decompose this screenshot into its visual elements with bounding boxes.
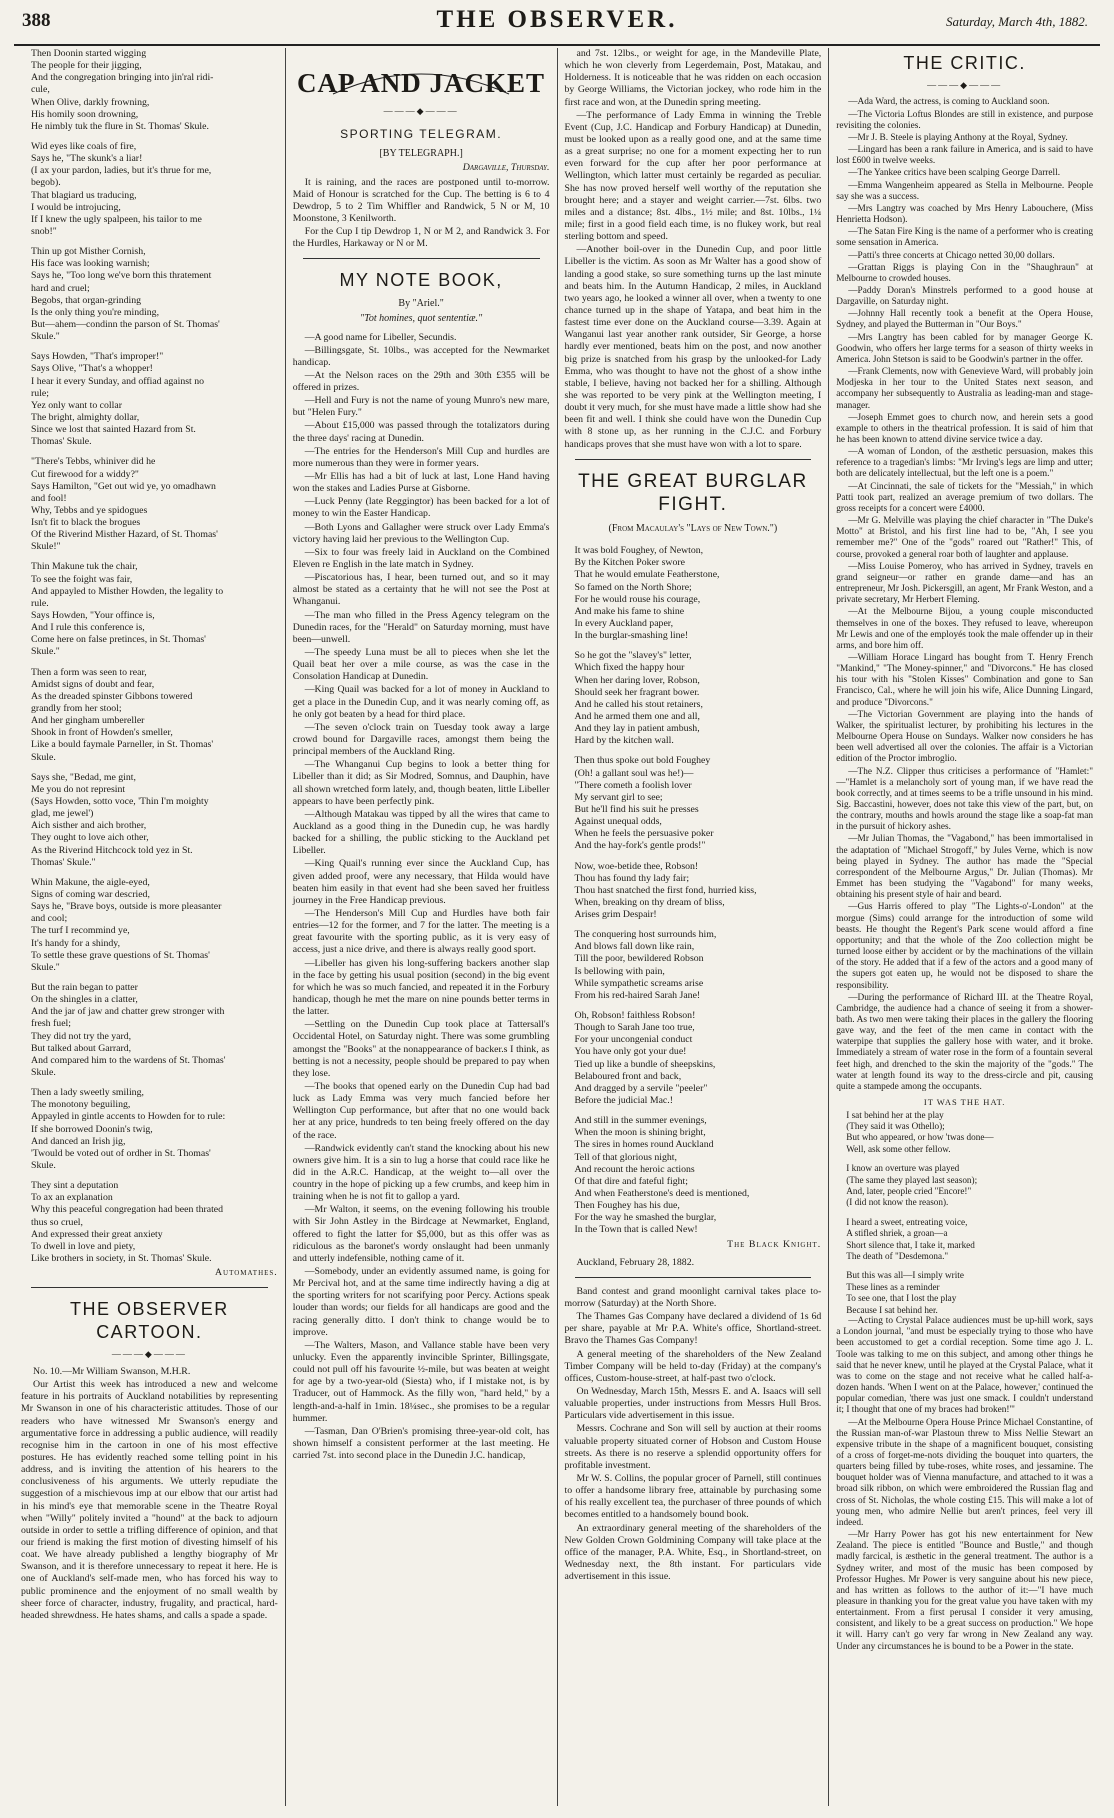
critic-item: —Gus Harris offered to play "The Lights-o'-London" at the morgue (Sims) could arrange for the introduction of some wild beasts. He thought the Regent's Park scene would afford a fine opportunity; and that the whole of the Zoo collection might be turned loose either by accident or by the machinations of the villain of the story. He added that if a few of the actors and a good many of the supers got eaten up, he would not be disposed to share the responsibility.: [836, 902, 1093, 991]
note-item: —Hell and Fury is not the name of young Munro's new mare, but "Helen Fury.": [292, 395, 550, 419]
poem-line: Thomas' Skule.: [31, 436, 92, 448]
critic-item: —Mr G. Melville was playing the chief character in "The Duke's Motto" at Bristol, and his first line had to be, "Ah, I see you remember me?" One of the "gods" roared out "Rather!" This, of course, provoked a general roar both of laughter and applause.: [836, 516, 1093, 560]
poem-line: Then Foughey has his due,: [574, 1200, 680, 1212]
column-1: [14, 48, 285, 1806]
critic-item: —Mr Harry Power has got his new entertainment for New Zealand. The piece is entitled "Bounce and Bustle," and though madly farcical, is æsthetic in the general treatment. The author is a Sydney writer, and most of the music has been composed by Professor Hughes. Mr Power is very sanguine about his new piece, and has written as follows to the author of it:—"I have much pleasure in thanking you for the great value you have taken with my entertainment. From a first perusal I consider it very amusing, consistent, and likely to be a great success on production." We hope it will. Harry can't go very far wrong in New Zealand any way. Under any circumstances he is bound to be a Power in the state.: [836, 1530, 1093, 1652]
burglar-fight-place: Auckland, February 28, 1882.: [576, 1256, 695, 1268]
poem-line: Should seek her fragrant bower.: [574, 686, 700, 698]
poem-line: Belaboured front and back,: [574, 1070, 682, 1082]
poem-line: The turf I recommind ye,: [31, 925, 130, 937]
poem-line: The conquering host surrounds him,: [574, 929, 717, 941]
poem-line: Thou has found thy lady fair;: [574, 872, 690, 884]
poem-line: Wid eyes like coals of fire,: [31, 140, 137, 152]
poem-line: The death of "Desdemona.": [846, 1251, 949, 1262]
poem-line: Skule.: [31, 1066, 56, 1078]
poem-line: Says he, "Brave boys, outside is more pleasanter: [31, 901, 222, 913]
poem-line: The people for their jigging,: [31, 60, 142, 72]
column-2: [285, 48, 557, 1806]
poem-line: Why, Tebbs and ye spidogues: [31, 504, 148, 516]
poem-line: From his red-haired Sarah Jane!: [574, 989, 701, 1001]
critic-item: —The N.Z. Clipper thus criticises a performance of "Hamlet:" —"Hamlet is a melancholy sort of young man, if we have read the book correctly, and at times seems to be a trifle unsound in his mind. Sig. Baccastini, however, does not take this view of the part, but, on the contrary, mouths and howls around the stage like a soap-fat man in the pursuit of hickory ashes.: [836, 766, 1093, 833]
poem-line: grandly from her stool;: [31, 703, 122, 715]
notice-paragraph: Messrs. Cochrane and Son will sell by auction at their rooms valuable property situated corner of Hobson and Custom House streets. As there is no reserve a splendid opportunity offers for profitable investment.: [564, 1423, 822, 1471]
poem-line: Now, woe-betide thee, Robson!: [574, 860, 699, 872]
poem-line: And the jar of jaw and chatter grew stronger with: [31, 1006, 225, 1018]
note-item: —Billingsgate, St. 10lbs., was accepted for the Newmarket handicap.: [292, 344, 550, 368]
poem-line: Cut firewood for a widdy?": [31, 468, 139, 480]
poem-line: And still in the summer evenings,: [574, 1115, 707, 1127]
poem-line: That he would emulate Featherstone,: [574, 569, 720, 581]
verse-heading: IT WAS THE HAT.: [923, 1097, 1006, 1108]
critic-item: —The Victorian Government are playing into the hands of Walker, the spiritualist lecturer, by prohibiting his lectures in the Melbourne Opera House on Sundays. Walker now considers he has been well advertised all over the colonies. The affair is a Victorian edition of the Proctor imbroglio.: [836, 709, 1093, 765]
critic-title: THE CRITIC.: [903, 53, 1026, 73]
notice-paragraph: The Thames Gas Company have declared a dividend of 1s 6d per share, payable at Mr P.A. White's office, Shortland-street. Bravo the Thames Gas Company!: [564, 1311, 822, 1347]
column-4: [828, 48, 1100, 1806]
poem-line: Thomas' Skule.": [31, 856, 96, 868]
poem-line: fresh fuel;: [31, 1018, 71, 1030]
note-book-body: [293, 332, 550, 1463]
poem-line: In the Town that is called New!: [574, 1224, 698, 1236]
note-item: —Another boil-over in the Dunedin Cup, and poor little Libeller is the victim. As soon as Mr Walter has a good show of landing a good stake, so sure something turns up the last minute and beats him. In the Autumn Handicap, 2 miles, in Auckland two years ago, he looked a winner all over, when a twenty to one chance turned up in the shape of Yatapa, and beat him in the fastest time ever done on the Auckland course—3.39. Again at Wanganui last year another rank outsider, Sir George, a horse hardly ever mentioned, beats him on the post, and now another big prize is snatched from his grasp by the unlooked-for Lady Emma, who was thought to have not the ghost of a show inthe stable, I believe, having not backed her for a shilling. Although she was reported to be very pink at the Wellington meeting, I doubt it very much, for she must have made a little show had she been fit and well. I think she could have won the Dunedin Cup with 8 stone up, as her running in the C.J.C. and Forbury handicaps proves that she must have won with a lot to spare.: [564, 244, 822, 450]
note-item: —Randwick evidently can't stand the knocking about his new owners give him. It is a sin to lug a horse that could race like he did in the A.R.C. Handicap, at the weight to—all over the country in the hope of picking up a few crumbs, and keep him in training when he is not fit to gallop a yard.: [292, 1142, 550, 1203]
poem-line: "There's Tebbs, whiniver did he: [31, 456, 156, 468]
poem-line: Come here on false pretinces, in St. Thomas': [31, 634, 206, 646]
poem-line: When he feels the persuasive poker: [574, 828, 714, 840]
poem-line: And he armed them one and all,: [574, 710, 700, 722]
poem-line: Though to Sarah Jane too true,: [574, 1022, 695, 1034]
note-item: —Both Lyons and Gallagher were struck over Lady Emma's victory having laid her previous to the Wellington Cup.: [292, 521, 550, 545]
poem-line: Me you do not represint: [31, 783, 126, 795]
ornament: ———◆———: [111, 1348, 187, 1359]
poem-line: I sat behind her at the play: [846, 1109, 944, 1120]
poem-line: cule,: [31, 84, 50, 96]
divider: [31, 1287, 268, 1288]
poem-line: As the dreaded spinster Gibbons towered: [31, 690, 193, 702]
poem-line: glad, me jewel'): [31, 808, 94, 820]
note-item: —The performance of Lady Emma in winning the Treble Event (Cup, J.C. Handicap and Forbury Handicap) at Dunedin, must be looked upon as a really good one, and at the same time as a great surprise; no one for a moment expecting her to run even forward for the cup after her poor performance at Wellington, which latter must certainly be regarded as peculiar. She has now proved herself well worthy of the reputation she brought here; and a stayer and weight carrier.—7st. 6lbs. two miles and a distance; 8st. 4lbs., 1½ mile; and 8st. 10lbs., 1¼ mile; first in a good field each time, is no flukey work, but real sterling bottom and speed.: [564, 109, 822, 243]
poem-line: Says she, "Bedad, me gint,: [31, 771, 136, 783]
note-item: —Six to four was freely laid in Auckland on the Combined Eleven re English in the late match in Sydney.: [292, 546, 550, 571]
by-telegraph: [BY TELEGRAPH.]: [379, 148, 463, 160]
poem-line: But talked about Garrard,: [31, 1042, 132, 1054]
critic-item: —During the performance of Richard III. at the Theatre Royal, Cambridge, the audience had a chance of seeing it from a shower-bath. As two men were taking their places in the gallery the flooring gave way, and the feet of the men came in contact with the waterpipe that supplies the gallery hose with water, and it broke. Immediately a stream of water rose in the form of a fountain several feet high, and drenched to the skin the majority of the "gods." The water at length found its way to the dress-circle and pit, causing quite a stampede among the occupants.: [836, 992, 1093, 1092]
poem-line: Says he, "The skunk's a liar!: [31, 153, 143, 165]
critic-item: —Emma Wangenheim appeared as Stella in Melbourne. People say she was a success.: [836, 180, 1093, 202]
it-was-the-hat-poem: [836, 1110, 1093, 1317]
masthead: THE OBSERVER.: [436, 6, 678, 33]
poem-line: Then a lady sweetly smiling,: [31, 1087, 144, 1099]
telegram-paragraph: For the Cup I tip Dewdrop 1, N or M 2, and Randwick 3. For the Hurdles, Harkaway or N or M.: [292, 226, 550, 250]
poem-line: It was bold Foughey, of Newton,: [574, 545, 704, 557]
poem-line: When the moon is shining bright,: [574, 1127, 706, 1139]
page-number: 388: [22, 10, 51, 31]
poem-line: But—ahem—condinn the parson of St. Thomas': [31, 318, 220, 330]
poem-line: They ought to love aich other,: [31, 832, 149, 844]
critic-item: —A woman of London, of the æsthetic persuasion, makes this reference to a tragedian's limbs: "Mr Irving's legs are limp and utter; both are delicately intellectual, but the left one is a poem.": [836, 447, 1093, 480]
divider: [575, 459, 812, 460]
poem-line: and cool;: [31, 913, 68, 925]
notices: [565, 1286, 822, 1583]
note-item: —Tasman, Dan O'Brien's promising three-year-old colt, has shown himself a consistent performer at the last meeting. He carried 7st. into second place in the Dunedin J.C. handicap,: [292, 1425, 550, 1462]
poem-line: That blagiard us traducing,: [31, 189, 137, 201]
cartoon-paragraph: Our Artist this week has introduced a new and welcome feature in his portraits of Auckland notabilities by representing Mr Swanson in one of his characteristic attitudes. Those of our readers who have witnessed Mr Swanson's energy and argumentative force in addressing a public audience, will readily recognise him in the cartoon in one of his most effective postures. He has evidently reached some telling point in his address, and is inviting the attention of his hearers to the conclusiveness of his arguments. We utterly repudiate the suggestion of a mischievous imp at our elbow that our artist had in his mind's eye that memorable scene in the Theatre Royal when "Willy" politely invited a "hound" at the back to adjourn outside in order to settle a trifling difference of opinion, and that our friend is making the first motion of divesting himself of his coat. We have already published a lengthy biography of Mr Swanson, and it is therefore unnecessary to repeat it here. He is one of Auckland's self-made men, who has forced his way to public prominence and the enjoyment of no small wealth by sheer force of character, industry, frugality, and practical, hard-headed shrewdness. He hates shams, and calls a spade a spade.: [21, 1379, 278, 1621]
telegram-dateline: Dargaville, Thursday.: [462, 162, 550, 174]
poem-line: Says he, "Too long we've born this thratement: [31, 270, 212, 282]
note-item: —The man who filled in the Press Agency telegram on the Dunedin races, for the "Herald" on Saturday morning, must have been—unwell.: [292, 609, 550, 645]
poem-line: I heard a sweet, entreating voice,: [846, 1216, 968, 1227]
poem-line: Tied up like a bundle of sheepskins,: [574, 1058, 716, 1070]
poem-line: Skule.: [31, 751, 56, 763]
poem-line: Says Hamilton, "Get out wid ye, yo omadhawn: [31, 480, 216, 492]
critic-item: —William Horace Lingard has bought from T. Henry French "Mankind," "The Money-spinner," and "Divorcons." He has closed his tour with his "Stolen Kisses" Combination and gone to San Francisco, Cal., where he will join his wife, Alice Dunning Lingard, and produce "Divorcons.": [836, 652, 1093, 708]
poem-line: And I rule this conference is,: [31, 622, 145, 634]
poem-line: Appayled in gintle accents to Howden for to rule:: [31, 1111, 226, 1123]
divider: [303, 258, 540, 259]
poem-line: A stifled shriek, a groan—a: [846, 1228, 948, 1239]
poem-line: Yez only want to collar: [31, 399, 122, 411]
poem-line: They did not try the yard,: [31, 1030, 132, 1042]
poem-line: Isn't fit to black the brogues: [31, 517, 141, 529]
poem-line: And recount the heroic actions: [574, 1163, 695, 1175]
poem-line: For your uncongenial conduct: [574, 1034, 693, 1046]
poem-line: In every Auckland paper,: [574, 617, 674, 629]
poem-line: Well, ask some other fellow.: [846, 1143, 951, 1154]
note-book-continued: [565, 48, 822, 451]
critic-items: [836, 97, 1093, 1093]
note-item: —At the Nelson races on the 29th and 30th £355 will be offered in prizes.: [292, 369, 550, 394]
cartoon-article: [21, 1366, 278, 1622]
note-item: —Mr Ellis has had a bit of luck at last, Lone Hand having won the stakes and Ladies Purse at Gisborne.: [292, 471, 550, 495]
poem-line: His homily soon drowning,: [31, 108, 139, 120]
poem-line: begob).: [31, 177, 61, 189]
poem-line: You have only got your due!: [574, 1046, 687, 1058]
poem-line: Short silence that, I take it, marked: [846, 1239, 975, 1250]
note-item: —Although Matakau was tipped by all the wires that came to Auckland as a good thing in the Dunedin cup, he was hardly backed for a shilling, the public sticking to the Auckland pet Libeller.: [292, 808, 550, 857]
poem-line: Aich sisther and aich brother,: [31, 820, 147, 832]
poem-line: The bright, almighty dollar,: [31, 411, 140, 423]
cap-and-jacket-logo-art: [297, 56, 546, 102]
poem-line: He nimbly tuk the flure in St. Thomas' Skule.: [31, 120, 209, 132]
poem-line: Like brothers in society, in St. Thomas' Skule.: [31, 1252, 212, 1264]
cartoon-paragraph: No. 10.—Mr William Swanson, M.H.R.: [33, 1366, 191, 1377]
poem-line: Thin up got Misther Cornish,: [31, 246, 146, 258]
poem-line: Amidst signs of doubt and fear,: [31, 678, 155, 690]
columns: [14, 48, 1100, 1806]
note-item: —The speedy Luna must be all to pieces when she let the Quail beat her over a mile course, as was the case in the Consolation Handicap at Dunedin.: [292, 647, 550, 683]
poem-line: Like a bould faymale Parneller, in St. Thomas': [31, 739, 214, 751]
telegram-paragraph: It is raining, and the races are postponed until to-morrow. Maid of Honour is scratched for the Cup. The betting is 6 to 4 Dewdrop, 5 to 2 Tim Whiffler and Randwick, 5 N or M, 10 Moonstone, 3 Kenilworth.: [292, 176, 550, 224]
poem-line: And the hay-fork's gentle prods!": [574, 840, 706, 852]
poem-line: Arises grim Despair!: [574, 909, 657, 921]
poem-line: And dragged by a servile "peeler": [574, 1082, 708, 1094]
poem-line: snob!": [31, 225, 57, 237]
note-item: —Luck Penny (late Reggingtor) has been backed for a lot of money to win the Easter Handicap.: [292, 496, 550, 520]
poem-line: Then Doonin started wigging: [31, 48, 147, 59]
poem-line: As the Riverind Hitchcock told yez in St.: [31, 844, 193, 856]
poem-line: These lines as a reminder: [846, 1281, 940, 1292]
poem-line: And make his fame to shine: [574, 605, 685, 617]
burglar-fight-subtitle: (From Macaulay's "Lays of New Town."): [608, 522, 778, 534]
poem-line: Is the only thing you're minding,: [31, 306, 160, 318]
critic-item: —Grattan Riggs is playing Con in the "Shaughraun" at Melbourne to crowded houses.: [836, 262, 1093, 284]
poem-line: And danced an Irish jig,: [31, 1135, 126, 1147]
note-item: —King Quail was backed for a lot of money in Auckland to get a place in the Dunedin Cup, and it was nearly coming off, as he only got beaten by a head for third place.: [292, 684, 550, 720]
poem-line: Shook in front of Howden's smeller,: [31, 727, 173, 739]
poem-line: Says Howden, "That's improper!": [31, 351, 164, 363]
note-item: —The Henderson's Mill Cup and Hurdles have both fair entries—12 for the former, and 7 for the latter. The meeting is a great favourite with the sporting public, as it is very easy of access, just a nice drive, and there is always really good sport.: [292, 907, 550, 956]
poem-line: (They said it was Othello);: [846, 1121, 945, 1131]
note-item: —Libeller has given his long-suffering backers another slap in the face by getting his usual position (second) in the big event for which he was so much fancied, and repeated it in the Forbury handicap, though he met the mare on nine pounds better terms in the latter.: [292, 957, 550, 1018]
critic-item: —Lingard has been a rank failure in America, and is said to have lost £600 in twelve weeks.: [836, 145, 1093, 167]
poem-line: They sint a deputation: [31, 1180, 119, 1192]
note-item: —Piscatorious has, I hear, been turned out, and so it may almost be stated as a certainty that he will not see the Post at Whanganui.: [292, 572, 550, 608]
poem-line: And her gingham umbereller: [31, 715, 145, 727]
poem-line: When Olive, darkly frowning,: [31, 96, 150, 108]
poem-line: "There cometh a foolish lover: [574, 779, 692, 791]
critic-item: —Ada Ward, the actress, is coming to Auckland soon.: [848, 97, 1050, 108]
note-item: —The Whanganui Cup begins to look a better thing for Libeller than it did; as Sir Modred, Somnus, and Dauphin, have all shown wretched form lately, and, though beaten, little Libeller appears to have been perfectly pink.: [292, 759, 550, 807]
poem-line: To settle these grave questions of St. Thomas': [31, 949, 210, 961]
note-item: —A good name for Libeller, Secundis.: [304, 331, 457, 343]
poem-line: When, breaking on thy dream of bliss,: [574, 896, 725, 908]
poem-line: If I knew the ugly spalpeen, his tailor to me: [31, 213, 202, 225]
poem-line: But he'll find his suit he presses: [574, 803, 699, 815]
critic-item: —The Victoria Loftus Blondes are still in existence, and purpose revisiting the colonies.: [836, 109, 1093, 131]
poem-line: Tell of that glorious night,: [574, 1151, 677, 1163]
poem-line: On the shingles in a clatter,: [31, 994, 138, 1006]
notice-paragraph: Band contest and grand moonlight carnival takes place to-morrow (Saturday) at the North Shore.: [564, 1285, 822, 1309]
poem-line: Before the judicial Mac.!: [574, 1095, 673, 1107]
poem-line: And compared him to the wardens of St. Thomas': [31, 1054, 226, 1066]
poem-line: Thou hast snatched the first fond, hurried kiss,: [574, 884, 757, 896]
st-thomas-skule-poem: [21, 48, 278, 1265]
notice-paragraph: A general meeting of the shareholders of the New Zealand Timber Company will be held to-day (Friday) at the company's offices, Custom-house-street, at half-past two o'clock.: [564, 1348, 822, 1384]
note-item: —About £15,000 was passed through the totalizators during the three days' racing at Dunedin.: [292, 420, 550, 444]
burglar-fight-poem: [565, 545, 822, 1236]
poem-line: Oh, Robson! faithless Robson!: [574, 1010, 696, 1022]
poem-line: I know an overture was played: [846, 1163, 960, 1174]
burglar-fight-title: THE GREAT BURGLAR FIGHT.: [578, 470, 808, 516]
note-book-motto: "Tot homines, quot sententiæ.": [360, 313, 483, 325]
poem-line: thus so cruel,: [31, 1216, 83, 1228]
poem-line: (Oh! a gallant soul was he!)—: [574, 767, 694, 779]
poem-line: While sympathetic screams arise: [574, 977, 704, 989]
poem-line: Says Olive, "That's a whopper!: [31, 363, 153, 375]
note-item: —The entries for the Henderson's Mill Cup and hurdles are more numerous than they were in former years.: [292, 445, 550, 469]
poem-line: Then a form was seen to rear,: [31, 666, 147, 678]
critic-item: —Mrs Langtry has been cabled for by manager George K. Goodwin, who offers her large terms for a season of thirty weeks in America. John Stetson is said to be Goodwin's partner in the offer.: [836, 332, 1093, 365]
critic-item: —At the Melbourne Opera House Prince Michael Constantine, of the Russian man-of-war Plastoun threw to Miss Nellie Stewart an expensive tribute in the shape of a magnificent bouquet, consisting of a cross of forget-me-nots dividing the bouquet into quarters, the quarters being filled by tube-roses, white roses, and jessamine. The bouquet holder was of Vienna manufacture, and attached to it was a broad silk ribbon, on which were embroidered the Russian flag and cross of St. Nicholas, the whole costing £15. This will make a lot of young men, who admire Nellie but aren't princes, feel very ill indeed.: [836, 1417, 1093, 1528]
poem-line: And appayled to Misther Howden, the legality to: [31, 585, 224, 597]
critic-item: —Acting to Crystal Palace audiences must be up-hill work, says a London journal, "and must be especially trying to those who have been accustomed to get a cordial reception. Some time ago J. L. Toole was talking to me on this subject, and among other things he said that he never knew, until he played at the Crystal Palace, what it was to come on the stage and not receive what he called half-a-dozen hands. 'When I went on at the Palace, however,' continued the popular comedian, 'there was just one smack. I couldn't understand it; I thought that one of my braces had broken!'": [836, 1316, 1093, 1416]
notice-paragraph: On Wednesday, March 15th, Messrs E. and A. Isaacs will sell valuable properties, under instructions from Messrs Hull Bros. Particulars vide advertisement in this issue.: [564, 1385, 822, 1422]
poem-line: Skule.": [31, 331, 60, 343]
poem-line: Says Howden, "Your offince is,: [31, 610, 155, 622]
poem-line: To see one, that I lost the play: [846, 1293, 957, 1304]
note-item: —The Walters, Mason, and Vallance stable have been very unlucky. Even the apparently invincible Sprinter, Billingsgate, could not pull off his favourite ½-mile, but was beaten at weight for age by a two-year-old (Siesta) who, if I mistake not, is by Traducer, out of Hammock. As the filly won, "hard held," by a length-and-a-half in 1min. 18¼sec., she promises to be a regular hummer.: [292, 1339, 550, 1424]
page-header: [14, 0, 1100, 46]
note-item: —The seven o'clock train on Tuesday took away a large crowd bound for Dargaville races, amongst them being the principal members of the Auckland Ring.: [292, 721, 550, 758]
column-3: [557, 48, 829, 1806]
poem-line: For the way he smashed the burglar,: [574, 1212, 717, 1224]
critic-item: —At Cincinnati, the sale of tickets for the "Messiah," in which Patti took part, realized an average premium of two dollars. The gross receipts for a concert were £4000.: [836, 481, 1093, 514]
poem-line: But the rain began to patter: [31, 981, 138, 993]
poem-line: But this was all—I simply write: [846, 1270, 964, 1281]
poem-signature: Automathes.: [214, 1267, 278, 1279]
poem-line: And expressed their great anxiety: [31, 1228, 163, 1240]
critic-item: —Miss Louise Pomeroy, who has arrived in Sydney, travels en grand seigneur—or rather en grande dame—and has an entrepreneur, Mr Josh. Pickersgill, an agent, Mr Frank Weston, and a private secretary, Mr Herbert Fleming.: [836, 561, 1093, 606]
poem-line: For he would rouse his courage,: [574, 593, 701, 605]
critic-item: —Mrs Langtry was coached by Mrs Henry Labouchere, (Miss Henrietta Hodson).: [836, 203, 1093, 226]
poem-line: His face was looking warnish;: [31, 258, 150, 270]
poem-line: Is bellowing with pain,: [574, 965, 665, 977]
telegram-body: [293, 177, 550, 251]
poem-line: Because I sat behind her.: [846, 1304, 938, 1315]
poem-line: The monotony beguiling,: [31, 1099, 131, 1111]
poem-line: (I did not know the reason).: [846, 1197, 949, 1208]
notice-paragraph: Mr W. S. Collins, the popular grocer of Parnell, still continues to offer a handsome library free, attainable by purchasing some of his really excellent tea, the purchaser of three pounds of which becomes entitled to a handsomely bound book.: [564, 1472, 822, 1521]
poem-line: rule;: [31, 387, 49, 399]
note-book-title: MY NOTE BOOK,: [339, 270, 503, 291]
poem-line: (I ax your pardon, ladies, but it's thrue for me,: [31, 165, 212, 177]
poem-line: To see the foight was fair,: [31, 573, 133, 585]
divider: [575, 1277, 812, 1278]
poem-line: But who appeared, or how 'twas done—: [846, 1132, 994, 1143]
poem-line: and fool!: [31, 492, 67, 504]
svg-text:CAP AND JACKET: CAP AND JACKET: [297, 68, 546, 98]
poem-line: Which fixed the happy hour: [574, 662, 685, 674]
poem-line: I hear it every Sunday, and offiad against no: [31, 375, 205, 387]
poem-line: Of that dire and fateful fight;: [574, 1175, 688, 1187]
note-book-byline: By "Ariel.": [398, 297, 444, 309]
critic-item: —Paddy Doran's Minstrels performed to a good house at Dargaville, on Saturday night.: [836, 285, 1093, 308]
poem-line: Skule.": [31, 961, 60, 973]
poem-line: (The same they played last season);: [846, 1174, 978, 1185]
poem-line: Whin Makune, the aigle-eyed,: [31, 876, 150, 888]
poem-line: When her daring lover, Robson,: [574, 674, 700, 686]
sporting-telegram-title: SPORTING TELEGRAM.: [340, 127, 503, 142]
poem-line: Hard by the kitchen wall.: [574, 735, 674, 747]
poem-line: If she borrowed Doonin's twig,: [31, 1123, 153, 1135]
critic-item: —Joseph Emmet goes to church now, and herein sets a good example to others in the theatrical profession. It is said of him that he has been known to attend divine service twice a day.: [836, 412, 1093, 445]
note-item: and 7st. 12lbs., or weight for age, in the Mandeville Plate, which he won cleverly from Legerdemain, Post, Matakau, and Holderness. It is noticeable that he was ridden on each occasion by George Williams, the Victorian jockey, who rode him in the first race and won, at the Dunedin spring meeting.: [564, 48, 822, 108]
poem-line: To ax an explanation: [31, 1192, 113, 1204]
poem-line: Till the poor, bewildered Robson: [574, 953, 704, 965]
critic-item: —At the Melbourne Bijou, a young couple misconducted themselves in one of the boxes. They refused to leave, whereupon Mr Lewis and one of the employés took the male offender up in their arms, and bore him off.: [836, 607, 1093, 651]
poem-line: Skule!": [31, 541, 61, 553]
poem-line: Then thus spoke out bold Foughey: [574, 755, 711, 767]
critic-item: —Mr J. B. Steele is playing Anthony at the Royal, Sydney.: [848, 132, 1068, 143]
note-item: —King Quail's running ever since the Auckland Cup, has given added proof, were any necessary, that Hilda would have beaten him easily in that event had she been saved her fruitless journey in the Free Handicap previous.: [292, 858, 550, 906]
poem-line: hard and cruel;: [31, 282, 90, 294]
poem-line: Against unequal odds,: [574, 816, 662, 828]
critic-item: —The Yankee critics have been scalping George Darrell.: [848, 168, 1061, 179]
poem-line: And, later, people cried "Encore!": [846, 1186, 972, 1197]
critic-item: —Patti's three concerts at Chicago netted 30,00 dollars.: [848, 250, 1055, 261]
critic-item: —Frank Clements, now with Genevieve Ward, will probably join Modjeska in her tour to the United States next season, and accompany her subsequently to Australia as leading-man and stage-manager.: [836, 367, 1093, 411]
poem-line: My servant girl to see;: [574, 791, 663, 803]
poem-line: Since we lost that sainted Hazard from St.: [31, 424, 196, 436]
critic-items-continued: [836, 1316, 1093, 1653]
poem-line: And when Featherstone's deed is mentioned,: [574, 1188, 750, 1200]
poem-line: rule.: [31, 597, 49, 609]
poem-line: Begobs, that organ-grinding: [31, 294, 142, 306]
note-item: —Settling on the Dunedin Cup took place at Tattersall's Occidental Hotel, on Saturday night. There was some grumbling amongst the "Books" at the nonappearance of backer.s I think, as betting is not a necessity, people should be prepared to pay when they lose.: [292, 1019, 550, 1079]
cap-and-jacket-logo: [293, 56, 550, 102]
poem-line: And blows fall down like rain,: [574, 941, 695, 953]
burglar-fight-signature: The Black Knight.: [727, 1238, 822, 1250]
poem-line: And they lay in patient ambush,: [574, 723, 700, 735]
ornament: ———◆———: [927, 80, 1003, 91]
poem-line: Signs of coming war descried,: [31, 889, 150, 900]
poem-line: And the congregation bringing into jin'ral ridi-: [31, 72, 214, 84]
cartoon-title: THE OBSERVER CARTOON.: [70, 1299, 229, 1342]
poem-line: So famed on the North Shore;: [574, 581, 692, 593]
note-item: —Mr Walton, it seems, on the evening following his trouble with Sir John Astley in the Birdcage at Newmarket, England, offered to fight the latter for $5,000, but as this offer was as ridiculous as the baronet's wordy onslaught had been unmanly and utterly indefensible, nothing came of it.: [292, 1204, 550, 1264]
note-item: —The books that opened early on the Dunedin Cup had bad luck as Lady Emma was very much fancied before her Wellington Cup performance, but after that no one would back her at any price, hundreds to ten being freely offered on the day of the race.: [292, 1080, 550, 1141]
critic-item: —The Satan Fire King is the name of a performer who is creating some sensation in America.: [836, 227, 1093, 249]
note-item: —Somebody, under an evidently assumed name, is going for Mr Percival hot, and at the same time indirectly having a dig at the sporting writers for not scarifying poor Percy. Actions speak louder than words; our fields for all handicaps are good and the racing generally ditto. I don't think to change would be to improve.: [292, 1266, 550, 1338]
poem-line: 'Twould be voted out of ordher in St. Thomas': [31, 1147, 211, 1159]
issue-date: Saturday, March 4th, 1882.: [945, 14, 1088, 29]
poem-line: So he got the "slavey's" letter,: [574, 650, 692, 662]
poem-line: Why this peaceful congregation had been thrated: [31, 1204, 224, 1216]
poem-line: And he called his stout retainers,: [574, 698, 703, 710]
poem-line: The sires in homes round Auckland: [574, 1139, 714, 1151]
poem-line: It's handy for a shindy,: [31, 937, 121, 949]
critic-item: —Johnny Hall recently took a benefit at the Opera House, Sydney, and played the Butterman in "Our Boys.": [836, 309, 1093, 331]
notice-paragraph: An extraordinary general meeting of the shareholders of the New Golden Crown Goldmining Company will take place at the office of the manager, P.A. White, Esq., in Shortland-street, on Wednesday next, the 8th instant. For particulars vide advertisement in this issue.: [564, 1522, 822, 1583]
poem-line: Skule.: [31, 1159, 56, 1171]
critic-item: —Mr Julian Thomas, the "Vagabond," has been immortalised in the adaptation of "Michael Strogoff," by Jules Verne, which is now being played in Sydney. The author has made the "Special correspondent of the Melbourne Argus," Dr. Julian (Thomas). Mr Emmet has been studying the "Vagabond" for many weeks, obtaining his present style of hair and beard.: [836, 834, 1093, 901]
poem-line: (Says Howden, sotto voce, 'Thin I'm moighty: [31, 796, 209, 808]
ornament: ———◆———: [383, 106, 459, 116]
poem-line: By the Kitchen Poker swore: [574, 557, 685, 569]
poem-line: I would be introjucing,: [31, 201, 121, 213]
poem-line: To dwell in love and piety,: [31, 1240, 136, 1252]
poem-line: Thin Makune tuk the chair,: [31, 561, 138, 573]
poem-line: Skule.": [31, 646, 60, 658]
poem-line: In the burglar-smashing line!: [574, 630, 689, 642]
poem-line: Of the Riverind Misther Hazard, of St. Thomas': [31, 529, 218, 541]
